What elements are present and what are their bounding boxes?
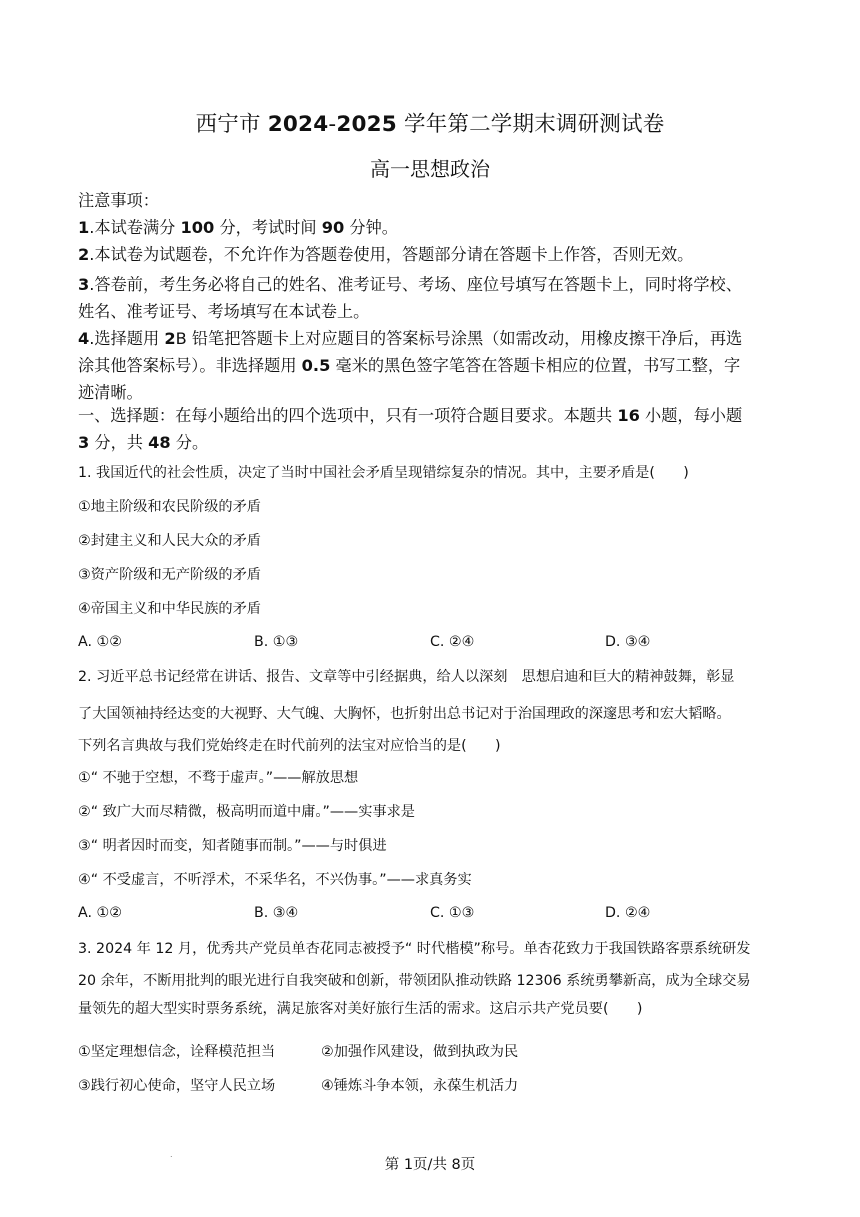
footer-mark: . [170, 1150, 173, 1159]
option-c: C. ②④ [430, 634, 475, 650]
page-number: 第 1页/共 8页 [384, 1157, 476, 1173]
question-2-stem: 2. 习近平总书记经常在讲话、报告、文章等中引经据典，给人以深刻 思想启迪和巨大的精神鼓舞，彰显 [78, 669, 735, 685]
question-3-stem-cont: 20 余年，不断用批判的眼光进行自我突破和创新，带领团队推动铁路 12306 系统勇攀新高，成为全球交易 [78, 973, 751, 989]
question-3-stem-end: 量领先的超大型实时票务系统，满足旅客对美好旅行生活的需求。这启示共产党员要( ) [78, 1001, 643, 1017]
question-1-stem: 1. 我国近代的社会性质，决定了当时中国社会矛盾呈现错综复杂的情况。其中，主要矛盾是( ) [78, 465, 689, 481]
question-3-stem: 3. 2024 年 12 月，优秀共产党员单杏花同志被授予“ 时代楷模”称号。单杏花致力于我国铁路客票系统研发 [78, 941, 751, 957]
question-1-statement: ④帝国主义和中华民族的矛盾 [78, 601, 261, 617]
exam-title: 西宁市 2024-2025 学年第二学期末调研测试卷 [195, 112, 665, 137]
option-d: D. ②④ [605, 905, 651, 921]
option-d: D. ③④ [605, 634, 651, 650]
option-c: C. ①③ [430, 905, 475, 921]
question-3-statement: ④锤炼斗争本领，永葆生机活力 [321, 1078, 519, 1094]
notice-item-4-cont: 涂其他答案标号）。非选择题用 0.5 毫米的黑色签字笔答在答题卡相应的位置，书写工整，字 [78, 356, 741, 375]
notice-item-1: 1.本试卷满分 100 分，考试时间 90 分钟。 [78, 218, 398, 237]
question-1-statement: ①地主阶级和农民阶级的矛盾 [78, 499, 261, 515]
question-2-statement: ②“ 致广大而尽精微，极高明而道中庸。”——实事求是 [78, 804, 415, 820]
notice-item-3: 3.答卷前，考生务必将自己的姓名、准考证号、考场、座位号填写在答题卡上，同时将学校、 [78, 275, 742, 294]
question-3-statement: ③践行初心使命，坚守人民立场 [78, 1078, 276, 1094]
option-a: A. ①② [78, 634, 122, 650]
question-2-stem-cont: 了大国领袖持经达变的大视野、大气魄、大胸怀，也折射出总书记对于治国理政的深邃思考和宏大韬略。 [78, 706, 731, 722]
section-heading: 一、选择题：在每小题给出的四个选项中，只有一项符合题目要求。本题共 16 小题，每小题 [78, 406, 743, 425]
question-1-statement: ③资产阶级和无产阶级的矛盾 [78, 567, 261, 583]
notice-item-4-end: 迹清晰。 [78, 383, 143, 402]
notice-item-3-cont: 姓名、准考证号、考场填写在本试卷上。 [78, 302, 370, 321]
question-2-statement: ④“ 不受虚言，不听浮术，不采华名，不兴伪事。”——求真务实 [78, 872, 472, 888]
question-2-stem-end: 下列名言典故与我们党始终走在时代前列的法宝对应恰当的是( ) [78, 738, 501, 754]
question-2-statement: ③“ 明者因时而变，知者随事而制。”——与时俱进 [78, 838, 387, 854]
notice-heading: 注意事项： [78, 191, 159, 210]
exam-subject: 高一思想政治 [370, 157, 490, 181]
notice-item-4: 4.选择题用 2B 铅笔把答题卡上对应题目的答案标号涂黑（如需改动，用橡皮擦干净后，再选 [78, 329, 743, 348]
section-heading-cont: 3 分，共 48 分。 [78, 433, 209, 452]
notice-item-2: 2.本试卷为试题卷，不允许作为答题卷使用，答题部分请在答题卡上作答，否则无效。 [78, 245, 694, 264]
question-1-statement: ②封建主义和人民大众的矛盾 [78, 533, 261, 549]
option-b: B. ①③ [254, 634, 299, 650]
question-2-statement: ①“ 不驰于空想，不骛于虚声。”——解放思想 [78, 770, 359, 786]
question-3-statement: ①坚定理想信念，诠释模范担当 [78, 1044, 276, 1060]
option-a: A. ①② [78, 905, 122, 921]
question-3-statement: ②加强作风建设，做到执政为民 [321, 1044, 519, 1060]
option-b: B. ③④ [254, 905, 299, 921]
